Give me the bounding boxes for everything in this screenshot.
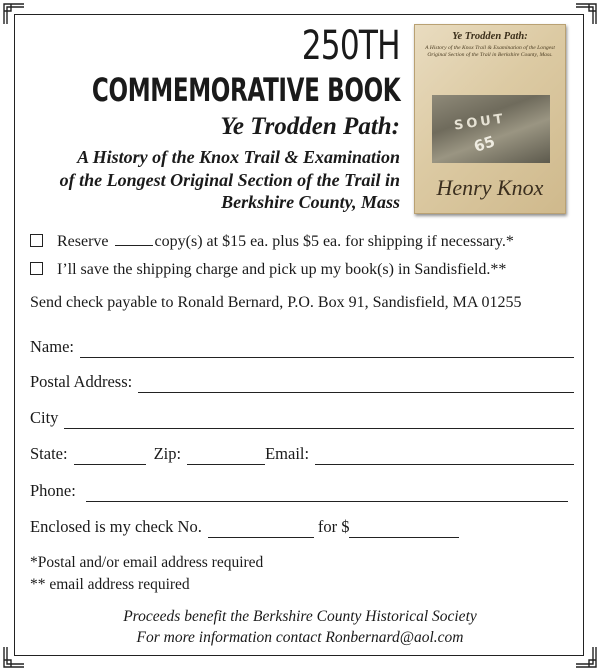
postal-address-label: Postal Address:: [30, 372, 133, 391]
cover-photo: [432, 95, 550, 163]
corner-ornament-icon: [3, 3, 25, 25]
corner-ornament-icon: [575, 3, 597, 25]
cover-photo-number: 65: [471, 132, 498, 156]
corner-ornament-icon: [3, 646, 25, 668]
postal-email-note: *Postal and/or email address required: [30, 554, 264, 571]
email-input-line[interactable]: [315, 448, 574, 465]
copies-blank[interactable]: [115, 230, 153, 246]
phone-label: Phone:: [30, 481, 76, 500]
footer-proceeds: Proceeds benefit the Berkshire County Historical Society: [123, 608, 477, 625]
zip-label: Zip:: [153, 444, 182, 463]
zip-input-line[interactable]: [187, 448, 265, 465]
city-input-line[interactable]: [64, 412, 574, 429]
book-subtitle-line: A History of the Knox Trail & Examination: [77, 147, 400, 167]
reserve-label: Reserve: [57, 233, 109, 250]
check-number-input-line[interactable]: [208, 521, 314, 538]
check-row: [30, 516, 459, 538]
cover-photo-text: SOUT: [453, 111, 507, 134]
cover-signature: Henry Knox: [436, 175, 544, 200]
state-label: State:: [30, 444, 68, 463]
book-title: Ye Trodden Path:: [220, 113, 400, 140]
pickup-checkbox[interactable]: [30, 262, 43, 275]
cover-title: Ye Trodden Path:: [452, 31, 528, 42]
check-amount-input-line[interactable]: [349, 521, 459, 538]
commemorative-heading: COMMEMORATIVE BOOK: [91, 71, 400, 109]
postal-address-input-line[interactable]: [138, 376, 574, 393]
cover-subtitle: A History of the Knox Trail & Examination of the Longest Original Section of the Trail in Berkshire County, Mass.: [425, 45, 555, 58]
name-input-line[interactable]: [80, 341, 574, 358]
phone-input-line[interactable]: [86, 485, 568, 502]
pickup-option: [30, 259, 506, 281]
postal-address-field: [30, 371, 574, 393]
reserve-checkbox[interactable]: [30, 234, 43, 247]
name-label: Name:: [30, 337, 74, 356]
send-check-instructions: Send check payable to Ronald Bernard, P.O. Box 91, Sandisfield, MA 01255: [30, 294, 522, 311]
book-subtitle-line: of the Longest Original Section of the Trail in: [59, 169, 400, 190]
book-subtitle: [0, 146, 400, 214]
pickup-label: I’ll save the shipping charge and pick up my book(s) in Sandisfield.**: [57, 261, 507, 278]
footer-contact: For more information contact Ronbernard@aol.com: [136, 629, 464, 646]
anniversary-heading: 250TH: [301, 23, 400, 69]
city-field: [30, 407, 574, 429]
corner-ornament-icon: [575, 646, 597, 668]
check-amount-label: for $: [317, 517, 350, 536]
state-zip-email-row: [30, 443, 574, 465]
email-label: Email:: [265, 444, 310, 463]
state-input-line[interactable]: [74, 448, 146, 465]
name-field: [30, 336, 574, 358]
reserve-detail: copy(s) at $15 ea. plus $5 ea. for shipping if necessary.*: [154, 233, 514, 250]
phone-field: [30, 480, 568, 502]
book-cover-image: [414, 24, 566, 214]
book-subtitle-line: Berkshire County, Mass: [221, 192, 400, 212]
email-note: ** email address required: [30, 576, 190, 593]
reserve-option: [30, 230, 514, 253]
city-label: City: [30, 408, 59, 427]
check-number-label: Enclosed is my check No.: [30, 517, 202, 536]
